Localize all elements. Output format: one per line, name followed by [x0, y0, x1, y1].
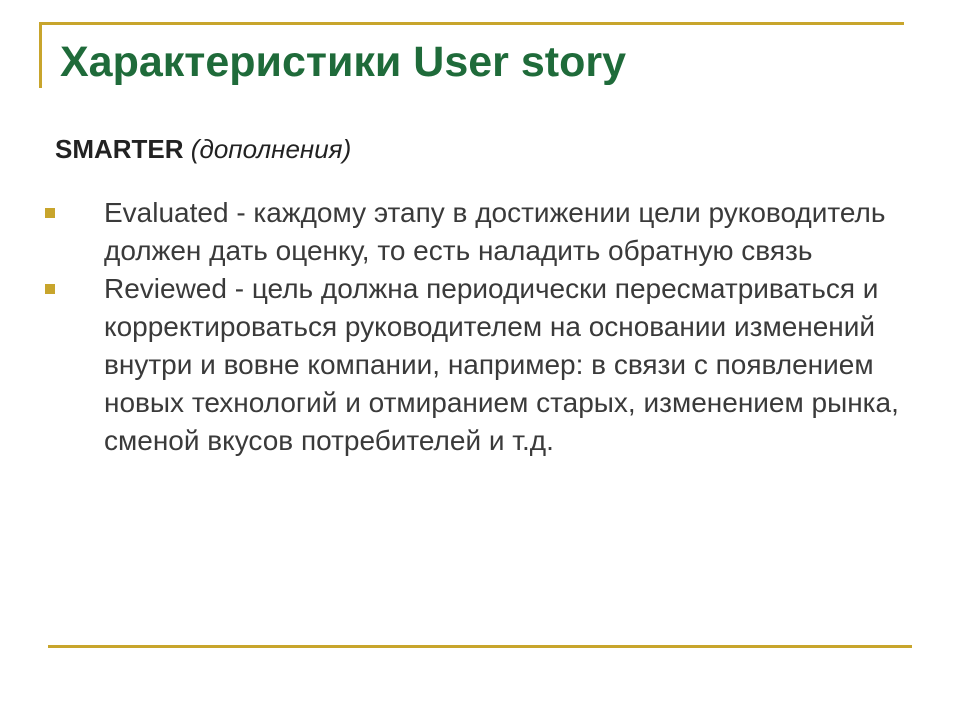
bullet-item-evaluated: [44, 194, 924, 270]
top-decorative-rule: [40, 22, 904, 25]
left-decorative-rule: [39, 22, 42, 88]
subtitle-main: SMARTER: [55, 134, 184, 164]
subtitle-note: (дополнения): [190, 134, 352, 164]
bullet-text-reviewed: Reviewed - цель должна периодически пересматриваться и корректироваться руководителем на основании изменений внутри и вовне компании, например: в связи с появлением новых технологий и отмиранием старых, изменением рынка, сменой вкусов потребителей и т.д.: [104, 273, 899, 456]
square-bullet-icon: [45, 284, 55, 294]
slide-title: Характеристики User story: [60, 38, 626, 86]
bottom-decorative-rule: [48, 645, 912, 648]
square-bullet-icon: [45, 208, 55, 218]
slide-subtitle: [55, 134, 351, 165]
bullet-text-evaluated: Evaluated - каждому этапу в достижении цели руководитель должен дать оценку, то есть наладить обратную связь: [104, 197, 886, 266]
bullet-item-reviewed: [44, 270, 924, 460]
bullet-list: [44, 194, 924, 460]
